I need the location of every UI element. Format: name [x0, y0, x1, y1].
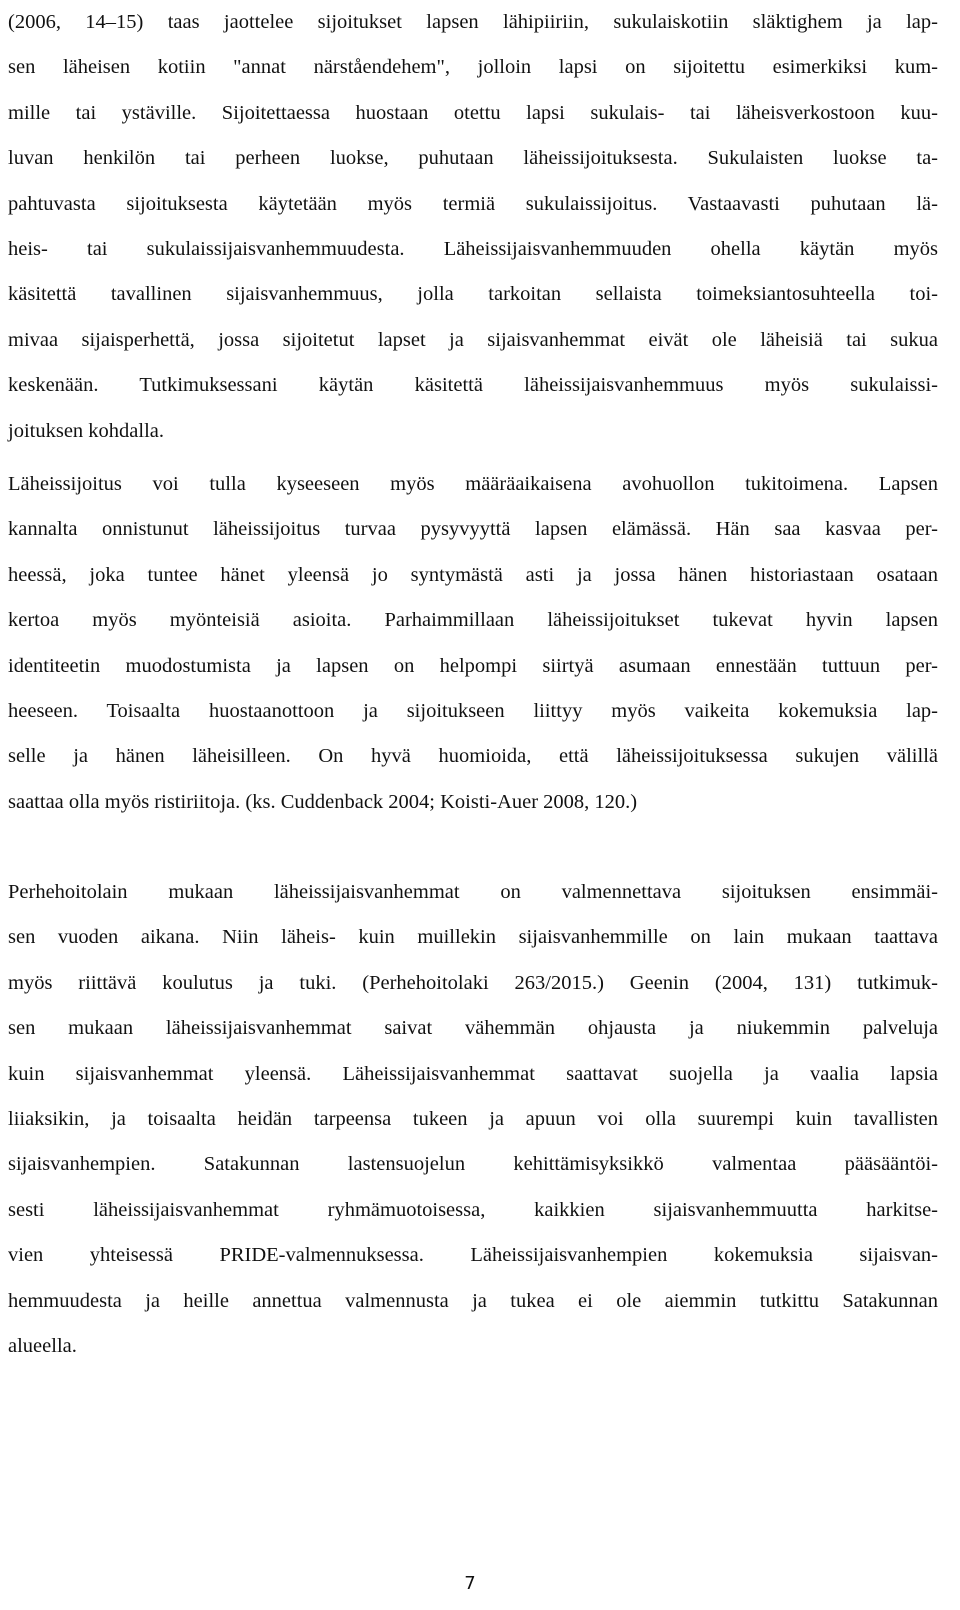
text-line: kuin sijaisvanhemmat yleensä. Läheissijaisvanhemmat saattavat suojella ja vaalia lapsia [8, 1062, 938, 1085]
text-line: mivaa sijaisperhettä, jossa sijoitetut lapset ja sijaisvanhemmat eivät ole läheisiä tai sukua [8, 328, 938, 351]
text-line: (2006, 14–15) taas jaottelee sijoitukset lapsen lähipiiriin, sukulaiskotiin släktighem ja lap- [8, 11, 938, 33]
text-line: heis- tai sukulaissijaisvanhemmuudesta. Läheissijaisvanhemmuuden ohella käytän myös [8, 238, 938, 261]
text-line: keskenään. Tutkimuksessani käytän käsitettä läheissijaisvanhemmuus myös sukulaissi- [8, 374, 938, 397]
text-line: sijaisvanhempien. Satakunnan lastensuojelun kehittämisyksikkö valmentaa pääsääntöi- [8, 1153, 938, 1176]
text-line: Läheissijoitus voi tulla kyseeseen myös määräaikaisena avohuollon tukitoimena. Lapsen [8, 473, 938, 495]
text-line: käsitettä tavallinen sijaisvanhemmuus, jolla tarkoitan sellaista toimeksiantosuhteella toi- [8, 283, 938, 306]
text-line: selle ja hänen läheisilleen. On hyvä huomioida, että läheissijoituksessa sukujen välillä [8, 745, 938, 768]
text-line: myös riittävä koulutus ja tuki. (Perhehoitolaki 263/2015.) Geenin (2004, 131) tutkimuk- [8, 971, 938, 994]
text-line: hemmuudesta ja heille annettua valmennusta ja tukea ei ole aiemmin tutkittu Satakunnan [8, 1289, 938, 1312]
text-line: sen mukaan läheissijaisvanhemmat saivat vähemmän ohjausta ja niukemmin palveluja [8, 1017, 938, 1040]
text-line: vien yhteisessä PRIDE-valmennuksessa. Läheissijaisvanhempien kokemuksia sijaisvan- [8, 1244, 938, 1267]
text-line: heeseen. Toisaalta huostaanottoon ja sijoitukseen liittyy myös vaikeita kokemuksia lap- [8, 700, 938, 723]
text-line: kannalta onnistunut läheissijoitus turvaa pysyvyyttä lapsen elämässä. Hän saa kasvaa per- [8, 518, 938, 541]
paragraph-3 [8, 870, 938, 1369]
text-line: Perhehoitolain mukaan läheissijaisvanhemmat on valmennettava sijoituksen ensimmäi- [8, 881, 938, 903]
text-line: sesti läheissijaisvanhemmat ryhmämuotoisessa, kaikkien sijaisvanhemmuutta harkitse- [8, 1198, 938, 1221]
text-line: heessä, joka tuntee hänet yleensä jo syntymästä asti ja jossa hänen historiastaan osataan [8, 563, 938, 586]
text-line: saattaa olla myös ristiriitoja. (ks. Cuddenback 2004; Koisti-Auer 2008, 120.) [8, 790, 638, 813]
text-line: kertoa myös myönteisiä asioita. Parhaimmillaan läheissijoitukset tukevat hyvin lapsen [8, 609, 938, 632]
paragraph-2 [8, 462, 938, 825]
text-line: identiteetin muodostumista ja lapsen on helpompi siirtyä asumaan ennestään tuttuun per- [8, 654, 938, 677]
text-line: luvan henkilön tai perheen luokse, puhutaan läheissijoituksesta. Sukulaisten luokse ta- [8, 147, 938, 170]
text-line: joituksen kohdalla. [8, 419, 165, 442]
page-number: 7 [464, 1573, 476, 1594]
text-line: sen läheisen kotiin "annat närståendehem", jolloin lapsi on sijoitettu esimerkiksi kum- [8, 56, 938, 79]
paragraph-1 [8, 0, 938, 454]
text-line: sen vuoden aikana. Niin läheis- kuin muillekin sijaisvanhemmille on lain mukaan taattava [8, 926, 938, 949]
text-line: pahtuvasta sijoituksesta käytetään myös termiä sukulaissijoitus. Vastaavasti puhutaan lä- [8, 192, 938, 215]
text-line: liiaksikin, ja toisaalta heidän tarpeensa tukeen ja apuun voi olla suurempi kuin tavallisten [8, 1108, 938, 1131]
text-line: alueella. [8, 1335, 77, 1358]
text-line: mille tai ystäville. Sijoitettaessa huostaan otettu lapsi sukulais- tai läheisverkostoon kuu- [8, 101, 938, 124]
